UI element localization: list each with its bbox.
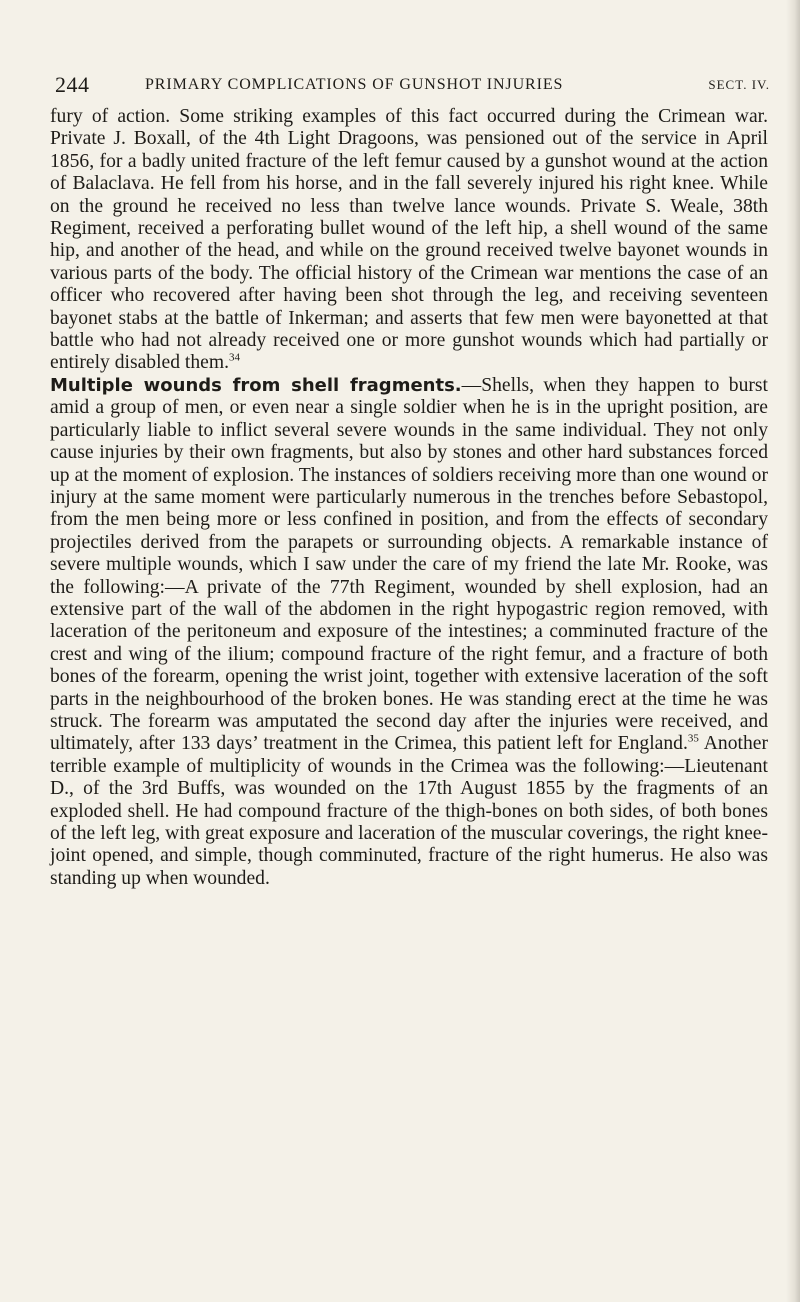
body-text (50, 106, 768, 890)
paragraph-2-text-a: —Shells, when they happen to burst amid a group of men, or even near a single soldier when he is in the upright position, are particularly liable to inflict several severe wounds in the same individual. They not only cause injuries by their own fragments, but also by stones and other hard substances forced up at the moment of explosion. The instances of soldiers receiving more than one wound or injury at the same moment were particularly numerous in the trenches before Sebastopol, from the men being more or less confined in position, and from the effects of secondary projectiles derived from the parapets or surrounding objects. A remarkable instance of severe multiple wounds, which I saw under the care of my friend the late Mr. Rooke, was the following:—A private of the 77th Regiment, wounded by shell explosion, had an extensive part of the wall of the abdomen in the right hypogastric region removed, with laceration of the peritoneum and exposure of the intestines; a comminuted fracture of the crest and wing of the ilium; compound fracture of the right femur, and a fracture of both bones of the forearm, opening the wrist joint, together with extensive laceration of the soft parts in the neighbourhood of the broken bones. He was standing erect at the time he was struck. The forearm was amputated the second day after the injuries were received, and ultimately, after 133 days’ treatment in the Crimea, this patient left for England. (50, 374, 768, 755)
paragraph-2-text-b: Another terrible example of multiplicity of wounds in the Crimea was the following:—Lieutenant D., of the 3rd Buffs, was wounded on the 17th August 1855 by the fragments of an exploded shell. He had compound fracture of the thigh-bones on both sides, of both bones of the left leg, with great exposure and laceration of the muscular coverings, the right knee-joint opened, and simple, though comminuted, fracture of the right humerus. He also was standing up when wounded. (50, 733, 768, 889)
running-head: PRIMARY COMPLICATIONS OF GUNSHOT INJURIES (145, 76, 564, 93)
page-edge-shadow (786, 0, 800, 1302)
paragraph-1-text: fury of action. Some striking examples of this fact occurred during the Crimean war. Private J. Boxall, of the 4th Light Dragoons, was pensioned out of the service in April 1856, for a badly united fracture of the left femur caused by a gunshot wound at the action of Balaclava. He fell from his horse, and in the fall severely injured his right knee. While on the ground he received no less than twelve lance wounds. Private S. Weale, 38th Regiment, received a perforating bullet wound of the left hip, a shell wound of the same hip, and another of the head, and while on the ground received twelve bayonet wounds in various parts of the body. The official history of the Crimean war mentions the case of an officer who recovered after having been shot through the leg, and receiving seventeen bayonet stabs at the battle of Inkerman; and asserts that few men were bayonetted at that battle who had not already received one or more gunshot wounds which had partially or entirely disabled them. (50, 106, 768, 374)
footnote-ref-35: 35 (687, 732, 699, 745)
section-mark: SECT. IV. (708, 77, 770, 92)
section-heading: Multiple wounds from shell fragments. (50, 374, 462, 396)
footnote-ref-34: 34 (229, 351, 241, 364)
page-number: 244 (55, 72, 90, 97)
page-header (55, 72, 770, 100)
paragraph-shell-fragments (50, 375, 768, 890)
paragraph-crimean-examples (50, 106, 768, 375)
